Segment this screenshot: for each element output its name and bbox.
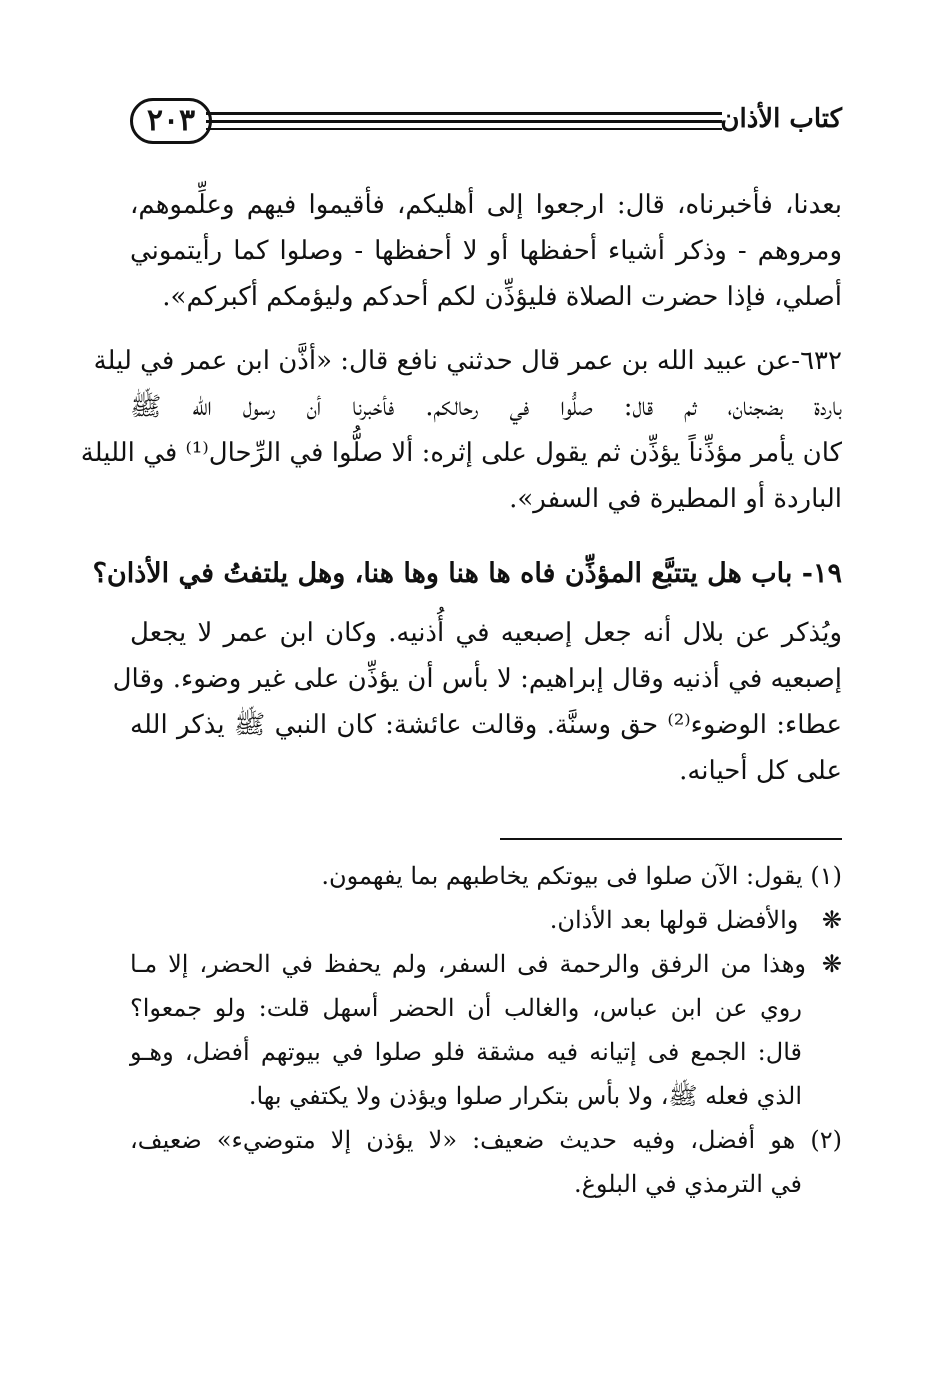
text-line: أصلي، فإذا حضرت الصلاة فليؤذِّن لكم أحدكم وليؤمكم أكبركم». bbox=[162, 282, 842, 312]
text-line: الباردة أو المطيرة في السفر». bbox=[509, 484, 842, 514]
text-line: ويُذكر عن بلال أنه جعل إصبعيه في أُذنيه. وكان ابن عمر لا يجعل bbox=[130, 618, 842, 648]
header-rule bbox=[206, 128, 722, 130]
footnotes bbox=[130, 854, 842, 1206]
page-header bbox=[130, 92, 842, 152]
footnote-1: (١) يقول: الآن صلوا فى بيوتكم يخاطبهم بما يفهمون. bbox=[321, 862, 842, 890]
footnote-note-a bbox=[130, 898, 842, 942]
chapter-heading-block bbox=[92, 550, 842, 598]
text-line: بعدنا، فأخبرناه، قال: ارجعوا إلى أهليكم، فأقيموا فيهم وعلِّموهم، bbox=[130, 190, 842, 220]
book-title: كتاب الأذان bbox=[720, 104, 842, 134]
footnote-2: (٢) هو أفضل، وفيه حديث ضعيف: «لا يؤذن إلا متوضيء» ضعيف، bbox=[130, 1126, 842, 1154]
text-line: في الترمذي في البلوغ. bbox=[573, 1170, 802, 1198]
text-line: ومروهم - وذكر أشياء أحفظها أو لا أحفظها - وصلوا كما رأيتموني bbox=[130, 236, 842, 266]
header-rule bbox=[206, 120, 722, 123]
asterism-icon: ❋ bbox=[821, 906, 842, 934]
header-rule bbox=[206, 112, 722, 115]
chapter-paragraph bbox=[112, 610, 842, 794]
text-line: باردة بضجنان، ثم قال: صلُّوا في رحالكم. فأخبرنا أن رسول الله ﷺ bbox=[130, 392, 842, 422]
text-line: كان يأمر مؤذِّناً يؤذِّن ثم يقول على إثره: ألا صلُّوا في الرِّحال⁽¹⁾ في الليلة bbox=[80, 438, 842, 468]
hadith-632 bbox=[80, 338, 842, 522]
footnote-note-b-first bbox=[130, 942, 842, 986]
chapter-heading: ١٩- باب هل يتتبَّع المؤذِّن فاه ها هنا وها هنا، وهل يلتفتُ في الأذان؟ bbox=[92, 558, 842, 589]
text-line: على كل أحيانه. bbox=[679, 756, 842, 786]
page-number-badge: ٢٠٣ bbox=[130, 98, 212, 144]
text-line: قال: الجمع فى إتيانه فيه مشقة فلو صلوا في بيوتهم أفضل، وهـو bbox=[130, 1038, 802, 1066]
text-line: الذي فعله ﷺ، ولا بأس بتكرار صلوا ويؤذن ولا يكتفي بها. bbox=[248, 1082, 802, 1110]
asterism-icon: ❋ bbox=[821, 950, 842, 978]
paragraph-continuation bbox=[130, 182, 842, 320]
footnote-separator bbox=[500, 838, 842, 840]
text-line: ٦٣٢-عن عبيد الله بن عمر قال حدثني نافع قال: «أذَّن ابن عمر في ليلة bbox=[93, 346, 842, 376]
text-line: إصبعيه في أذنيه وقال إبراهيم: لا بأس أن يؤذِّن على غير وضوء. وقال bbox=[112, 664, 842, 694]
text-line: عطاء: الوضوء⁽²⁾ حق وسنَّة. وقالت عائشة: كان النبي ﷺ يذكر الله bbox=[130, 710, 842, 740]
text-line: روي عن ابن عباس، والغالب أن الحضر أسهل قلت: ولو جمعوا؟ bbox=[130, 994, 802, 1022]
note-text: والأفضل قولها بعد الأذان. bbox=[549, 906, 799, 934]
note-text: وهذا من الرفق والرحمة فى السفر، ولم يحفظ في الحضر، إلا مـا bbox=[130, 950, 806, 978]
